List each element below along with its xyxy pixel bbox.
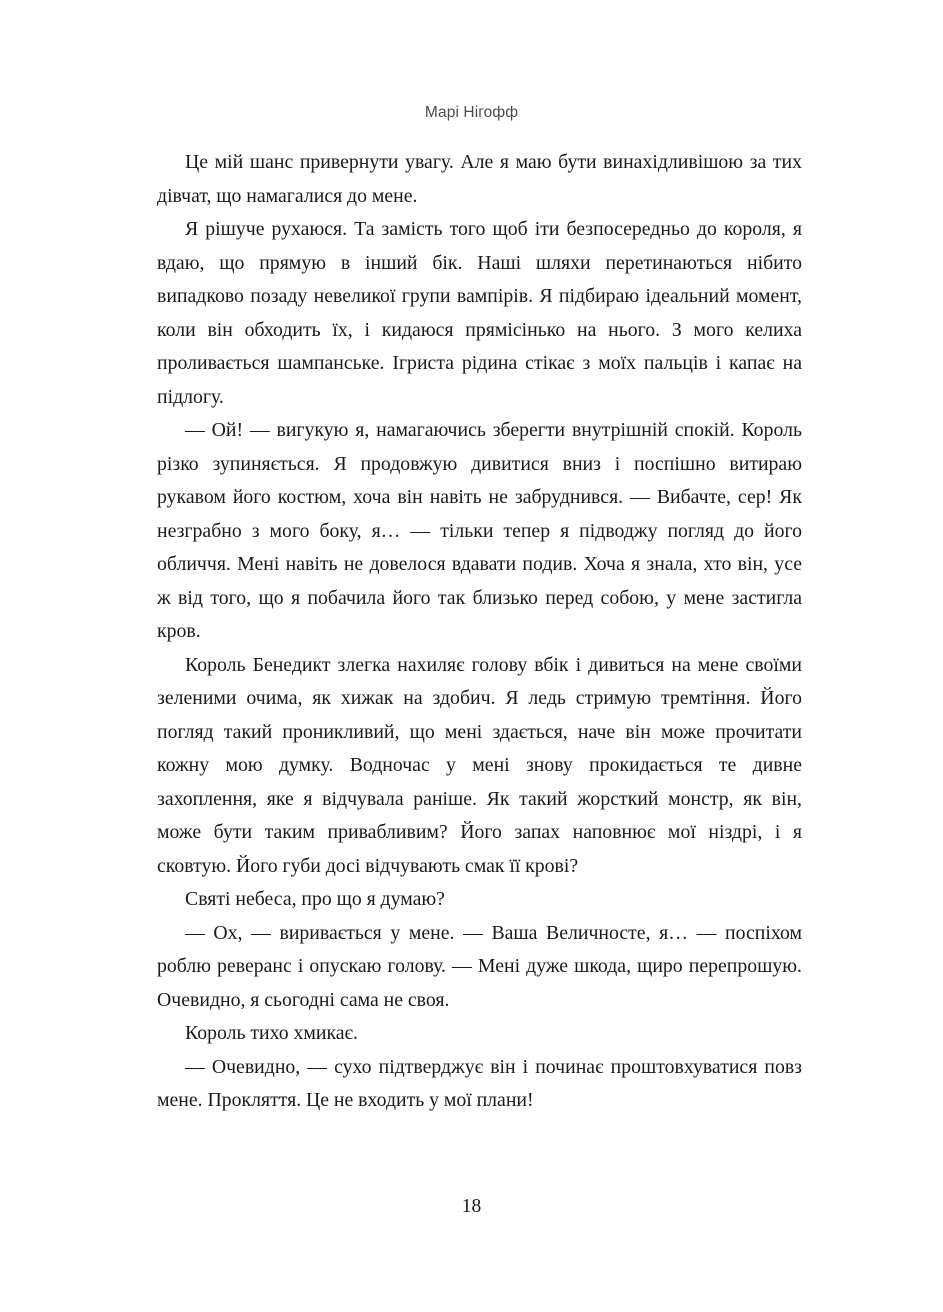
body-text-column: [157, 146, 802, 1118]
body-paragraph: Святі небеса, про що я думаю?: [185, 888, 445, 910]
running-head: Марі Нігофф: [424, 104, 519, 121]
body-paragraph: Я рішуче рухаюся. Та замість того щоб іти безпосередньо до короля, я вдаю, що прямую в інший бік. Наші шляхи перетинаються нібито випадково позаду невеликої групи вампірів. Я підбираю ідеальний момент, коли він обходить їх, і кидаюся прямісінько на нього. З мого келиха проливається шампанське. Ігриста рідина стікає з моїх пальців і капає на підлогу.: [157, 218, 802, 408]
body-paragraph: — Ох, — виривається у мене. — Ваша Величносте, я… — поспіхом роблю реверанс і опускаю голову. — Мені дуже шкода, щиро перепрошую. Очевидно, я сьогодні сама не своя.: [157, 921, 802, 1011]
body-paragraph: Король Бенедикт злегка нахиляє голову вбік і дивиться на мене своїми зеленими очима, як хижак на здобич. Я ледь стримую тремтіння. Його погляд такий проникливий, що мені здається, наче він може прочитати кожну мою думку. Водночас у мені знову прокидається те дивне захоплення, яке я відчувала раніше. Як такий жорсткий монстр, як він, може бути таким привабливим? Його запах наповнює мої ніздрі, і я сковтую. Його губи досі відчувають смак її крові?: [157, 653, 802, 877]
body-paragraph: Це мій шанс привернути увагу. Але я маю бути винахідливішою за тих дівчат, що намагалися до мене.: [157, 151, 802, 207]
body-paragraph: — Ой! — вигукую я, намагаючись зберегти внутрішній спокій. Король різко зупиняється. Я продовжую дивитися вниз і поспішно витираю рукавом його костюм, хоча він навіть не забруднився. — Вибачте, сер! Як незграбно з мого боку, я… — тільки тепер я підводжу погляд до його обличчя. Мені навіть не довелося вдавати подив. Хоча я знала, хто він, усе ж від того, що я побачила його так близько перед собою, у мене застигла кров.: [157, 419, 802, 642]
body-paragraph: Король тихо хмикає.: [185, 1022, 358, 1044]
page-number: 18: [461, 1196, 482, 1217]
body-paragraph: — Очевидно, — сухо підтверджує він і починає проштовхуватися повз мене. Прокляття. Це не входить у мої плани!: [157, 1055, 802, 1111]
